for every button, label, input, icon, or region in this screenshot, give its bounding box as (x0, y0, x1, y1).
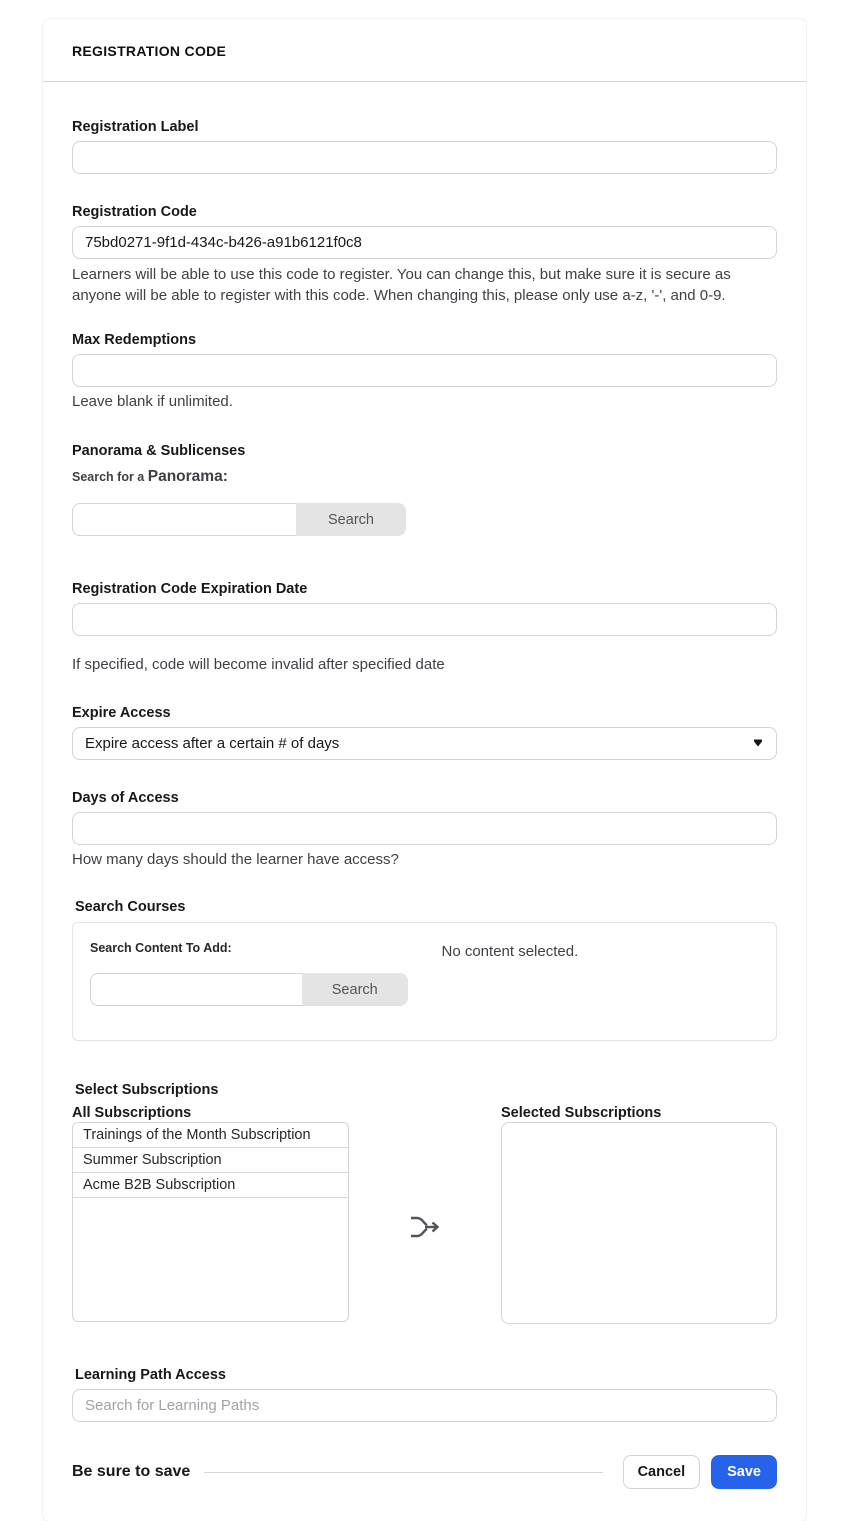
days-of-access-help: How many days should the learner have access? (72, 851, 399, 868)
courses-search-group (90, 973, 408, 1006)
search-courses-panel (72, 922, 777, 1041)
subscriptions-row (72, 1104, 777, 1324)
max-redemptions-help: Leave blank if unlimited. (72, 393, 233, 410)
days-of-access-input[interactable] (72, 812, 777, 845)
registration-label-input[interactable] (72, 141, 777, 174)
chevron-down-icon (754, 741, 762, 746)
select-subscriptions-label: Select Subscriptions (75, 1082, 219, 1098)
be-sure-to-save-note: Be sure to save (72, 1463, 191, 1480)
registration-code-help: Learners will be able to use this code to register. You can change this, but make sure it is secure as anyone will be able to register with this code. When changing this, please only use a-z, '-', and 0-9. (72, 266, 731, 304)
expiration-date-input[interactable] (72, 603, 777, 636)
expire-access-selected-option: Expire access after a certain # of days (85, 735, 340, 752)
title-divider (43, 81, 806, 82)
panorama-search-label-term: Panorama (147, 468, 223, 485)
all-subscriptions-list (72, 1122, 349, 1322)
registration-code-label: Registration Code (72, 204, 197, 220)
courses-search-input[interactable] (90, 973, 302, 1006)
no-content-selected-text: No content selected. (441, 943, 579, 960)
merge-right-arrow-icon[interactable] (408, 1212, 442, 1242)
all-subscriptions-label: All Subscriptions (72, 1105, 192, 1121)
form-content (43, 118, 806, 1489)
days-of-access-label: Days of Access (72, 790, 179, 806)
search-courses-left-col (73, 941, 425, 1024)
courses-search-button[interactable]: Search (302, 973, 408, 1006)
selected-subscriptions-col (501, 1104, 777, 1324)
footer-row (72, 1455, 777, 1489)
list-item[interactable]: Summer Subscription (73, 1148, 348, 1173)
expiration-date-help: If specified, code will become invalid after specified date (72, 656, 445, 673)
all-subscriptions-col (72, 1104, 349, 1324)
registration-code-card (43, 19, 806, 1521)
registration-label-label: Registration Label (72, 119, 199, 135)
page-title: REGISTRATION CODE (72, 43, 227, 59)
panorama-search-button[interactable]: Search (296, 503, 406, 536)
max-redemptions-label: Max Redemptions (72, 332, 197, 348)
cancel-button[interactable]: Cancel (623, 1455, 701, 1489)
panorama-search-group (72, 503, 777, 536)
selected-subscriptions-label: Selected Subscriptions (501, 1105, 662, 1121)
list-item[interactable]: Trainings of the Month Subscription (73, 1123, 348, 1148)
search-courses-right-col (425, 941, 777, 1024)
panorama-search-input[interactable] (72, 503, 296, 536)
panorama-search-label (72, 468, 777, 486)
search-courses-label: Search Courses (75, 899, 186, 915)
list-item[interactable]: Acme B2B Subscription (73, 1173, 348, 1198)
expire-access-label: Expire Access (72, 705, 171, 721)
panorama-section-label: Panorama & Sublicenses (72, 443, 246, 459)
learning-path-search-input[interactable] (72, 1389, 777, 1422)
registration-code-input[interactable] (72, 226, 777, 259)
footer-divider-line (204, 1472, 602, 1473)
max-redemptions-input[interactable] (72, 354, 777, 387)
expire-access-select[interactable] (72, 727, 777, 760)
panorama-search-label-suffix: : (222, 468, 228, 485)
panorama-search-label-prefix: Search for a (72, 470, 148, 484)
learning-path-access-label: Learning Path Access (75, 1367, 226, 1383)
expiration-date-label: Registration Code Expiration Date (72, 581, 308, 597)
save-button[interactable]: Save (711, 1455, 777, 1489)
subscriptions-transfer-col (349, 1104, 501, 1324)
selected-subscriptions-list[interactable] (501, 1122, 777, 1324)
search-content-label: Search Content To Add: (90, 941, 232, 955)
